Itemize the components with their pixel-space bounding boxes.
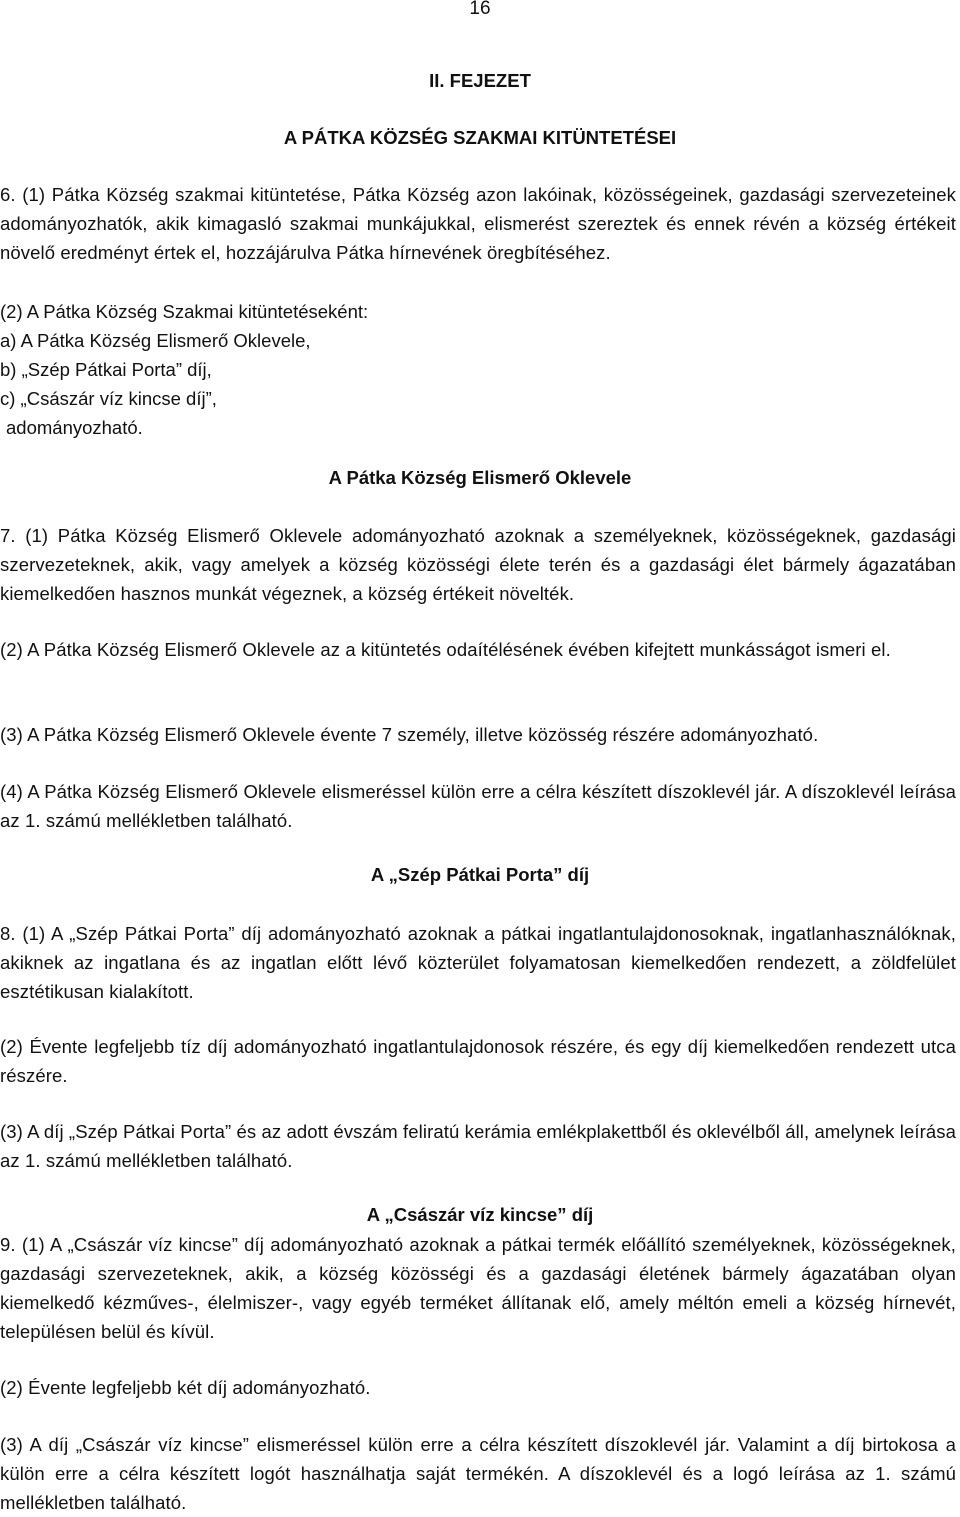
section-8-paragraph-3: (3) A díj „Szép Pátkai Porta” és az adott évszám feliratú kerámia emlékplakettből és oklevélből áll, amelynek leírása az 1. számú mellékletben található. xyxy=(0,1121,956,1171)
award-item: a) A Pátka Község Elismerő Oklevele, xyxy=(0,330,311,351)
section-7-paragraph-1: 7. (1) Pátka Község Elismerő Oklevele adományozható azoknak a személyeknek, közösségeknek, gazdasági szervezeteknek, akik, vagy amelyek a község közösségi élete terén és a gazdasági élet bármely ágazatában kiemelkedően hasznos munkát végeznek, a község értékeit növelték. xyxy=(0,525,956,604)
page-number: 16 xyxy=(469,0,491,19)
section-7-paragraph-2: (2) A Pátka Község Elismerő Oklevele az a kitüntetés odaítélésének évében kifejtett munkásságot ismeri el. xyxy=(0,639,891,660)
heading-elismero-oklevel: A Pátka Község Elismerő Oklevele xyxy=(328,467,632,488)
chapter-title: A PÁTKA KÖZSÉG SZAKMAI KITÜNTETÉSEI xyxy=(283,127,677,148)
award-item: c) „Császár víz kincse díj”, xyxy=(0,388,217,409)
section-9-paragraph-2: (2) Évente legfeljebb két díj adományozható. xyxy=(0,1377,371,1398)
heading-csaszar-viz-kincse: A „Császár víz kincse” díj xyxy=(366,1204,594,1225)
section-7-paragraph-3: (3) A Pátka Község Elismerő Oklevele évente 7 személy, illetve közösség részére adományozható. xyxy=(0,724,819,745)
section-6-paragraph-2-intro: (2) A Pátka Község Szakmai kitüntetéseként: xyxy=(0,301,369,322)
section-6-awards-list xyxy=(0,297,956,442)
section-9-paragraph-1: 9. (1) A „Császár víz kincse” díj adományozható azoknak a pátkai termék előállító személyeknek, közösségeknek, gazdasági szervezeteknek, akik, a község közösségi és a gazdasági életének bármely ágazatában olyan kiemelkedő kézműves-, élelmiszer-, vagy egyéb terméket állítanak elő, amely méltón emeli a község hírnevét, településen belül és kívül. xyxy=(0,1234,956,1342)
section-8-paragraph-2: (2) Évente legfeljebb tíz díj adományozható ingatlantulajdonosok részére, és egy díj kiemelkedően rendezett utca részére. xyxy=(0,1036,956,1086)
award-item: b) „Szép Pátkai Porta” díj, xyxy=(0,359,212,380)
chapter-heading: II. FEJEZET xyxy=(429,70,531,91)
heading-szep-patkai-porta: A „Szép Pátkai Porta” díj xyxy=(370,864,590,885)
section-6-paragraph-2-end: adományozható. xyxy=(6,417,143,438)
section-8-paragraph-1: 8. (1) A „Szép Pátkai Porta” díj adományozható azoknak a pátkai ingatlantulajdonosoknak, ingatlanhasználóknak, akiknek az ingatlana és az ingatlan előtt lévő közterület folyamatosan kiemelkedően rendezett, a zöldfelület esztétikusan kialakított. xyxy=(0,923,956,1002)
section-6-paragraph-1: 6. (1) Pátka Község szakmai kitüntetése, Pátka Község azon lakóinak, közösségeinek, gazdasági szervezeteinek adományozhatók, akik kimagasló szakmai munkájukkal, elismerést szereztek és ennek révén a község értékeit növelő eredményt értek el, hozzájárulva Pátka hírnevének öregbítéséhez. xyxy=(0,184,956,263)
section-7-paragraph-4: (4) A Pátka Község Elismerő Oklevele elismeréssel külön erre a célra készített díszoklevél jár. A díszoklevél leírása az 1. számú mellékletben található. xyxy=(0,781,956,831)
section-9-paragraph-3: (3) A díj „Császár víz kincse” elismeréssel külön erre a célra készített díszoklevél jár. Valamint a díj birtokosa a külön erre a célra készített logót használhatja saját termékén. A díszoklevél és a logó leírása az 1. számú mellékletben található. xyxy=(0,1434,956,1513)
